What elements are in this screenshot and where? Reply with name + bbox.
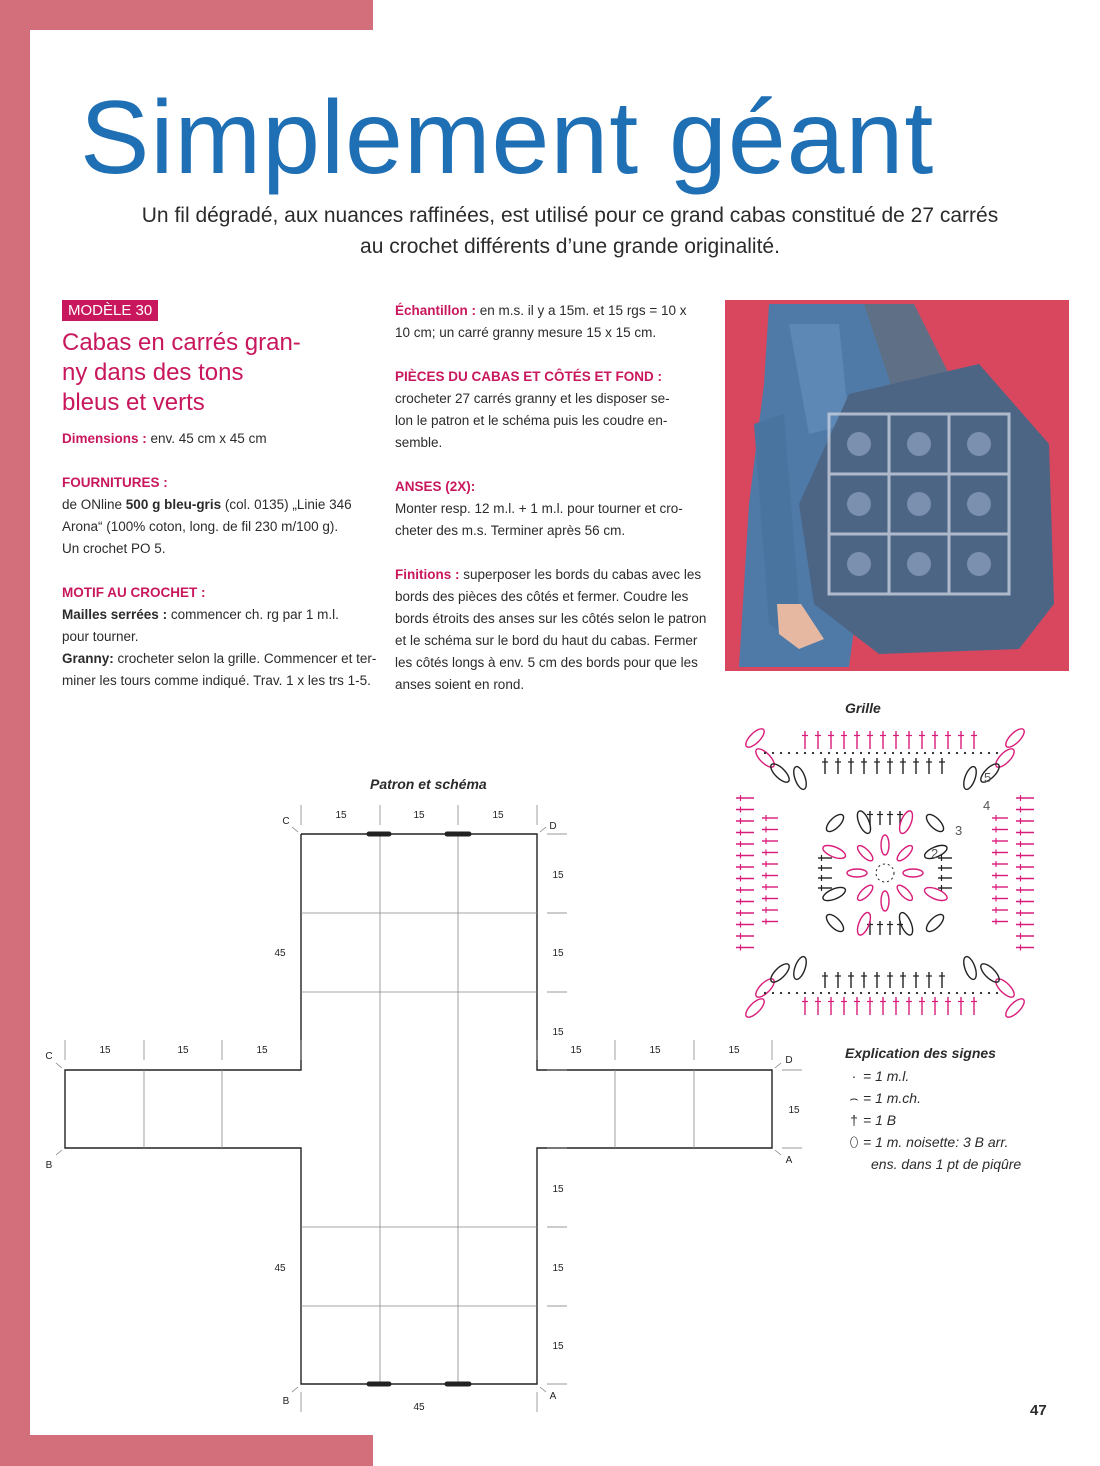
grille-caption: Grille	[845, 700, 881, 716]
page-title: Simplement géant	[80, 80, 935, 196]
corner-c-left: C	[45, 1051, 53, 1062]
mailles-line-2: pour tourner.	[62, 629, 139, 644]
dim-right-lower-2: 15	[552, 1263, 564, 1274]
fournitures-text: de ONline	[62, 497, 126, 512]
dagger-icon: †	[850, 1112, 858, 1128]
dim-left-lower: 45	[274, 1263, 286, 1274]
finitions-line-6: anses soient en rond.	[395, 677, 525, 692]
echantillon-line-2: 10 cm; un carré granny mesure 15 x 15 cm.	[395, 325, 657, 340]
oval-icon: ⬯	[849, 1134, 859, 1150]
subtitle-line-1: Un fil dégradé, aux nuances raffinées, est utilisé pour ce grand cabas constitué de 27 carrés	[141, 204, 999, 227]
dim-right-upper-1: 15	[552, 870, 564, 881]
dim-right-wing-3: 15	[728, 1045, 740, 1056]
heading-line-3: bleus et verts	[62, 389, 205, 416]
arc-icon: ⌢	[849, 1090, 859, 1106]
round-label-2: 2	[931, 846, 939, 861]
corner-c-top: C	[282, 816, 290, 827]
legend-noisette-1: = 1 m. noisette: 3 B arr.	[863, 1134, 1009, 1150]
corner-d-right: D	[785, 1055, 793, 1066]
dim-right-lower-3: 15	[552, 1341, 564, 1352]
motif-label: MOTIF AU CROCHET :	[62, 585, 206, 600]
dim-right-wing-1: 15	[570, 1045, 582, 1056]
dim-left-wing-2: 15	[177, 1045, 189, 1056]
corner-b-left: B	[45, 1160, 53, 1171]
round-label-3: 3	[955, 823, 963, 838]
granny-label: Granny:	[62, 651, 114, 666]
dimensions-label: Dimensions :	[62, 431, 147, 446]
finitions-line-3: bords étroits des anses sur les côtés selon le patron	[395, 611, 707, 626]
legend-mch: = 1 m.ch.	[863, 1090, 921, 1106]
dim-top-2: 15	[413, 810, 425, 821]
granny-line-2: miner les tours comme indiqué. Trav. 1 x les trs 1-5.	[62, 673, 371, 688]
dim-right-wing-height: 15	[788, 1105, 800, 1116]
echantillon-text: en m.s. il y a 15m. et 15 rgs = 10 x	[476, 303, 687, 318]
finitions-line-4: et le schéma sur le bord du haut du cabas. Fermer	[395, 633, 698, 648]
finitions-line-5: les côtés longs à env. 5 cm des bords pour que les	[395, 655, 698, 670]
heading-line-1: Cabas en carrés gran-	[62, 329, 301, 356]
corner-a-right: A	[785, 1155, 793, 1166]
pieces-line-3: semble.	[395, 435, 443, 450]
granny-text: crocheter selon la grille. Commencer et ter-	[113, 651, 377, 666]
round-label-4: 4	[983, 798, 991, 813]
legend-ml: = 1 m.l.	[863, 1068, 910, 1084]
anses-line-2: cheter des m.s. Terminer après 56 cm.	[395, 523, 626, 538]
dim-right-lower-1: 15	[552, 1184, 564, 1195]
dim-top-3: 15	[492, 810, 504, 821]
corner-a-bottom: A	[549, 1391, 557, 1402]
fournitures-label: FOURNITURES :	[62, 475, 168, 490]
dot-icon: ·	[851, 1068, 857, 1084]
patron-caption: Patron et schéma	[370, 776, 487, 792]
pieces-line-1: crocheter 27 carrés granny et les disposer se-	[395, 391, 670, 406]
anses-label: ANSES (2X):	[395, 479, 476, 494]
mailles-label: Mailles serrées :	[62, 607, 168, 622]
legend-row-noisette-2: ens. dans 1 pt de piqûre	[871, 1156, 1022, 1172]
anses-line-1: Monter resp. 12 m.l. + 1 m.l. pour tourner et cro-	[395, 501, 683, 516]
subtitle-line-2: au crochet différents d’une grande originalité.	[360, 235, 780, 258]
dim-right-upper-2: 15	[552, 948, 564, 959]
dim-left-wing-3: 15	[256, 1045, 268, 1056]
dim-left-wing-1: 15	[99, 1045, 111, 1056]
dim-left-upper: 45	[274, 948, 286, 959]
modele-badge: MODÈLE 30	[62, 300, 158, 321]
fournitures-line-2: Arona“ (100% coton, long. de fil 230 m/100 g).	[62, 519, 339, 534]
round-label-5: 5	[984, 770, 992, 785]
fournitures-line-3: Un crochet PO 5.	[62, 541, 166, 556]
finitions-line-2: bords des pièces des côtés et fermer. Coudre les	[395, 589, 689, 604]
legend-b: = 1 B	[863, 1112, 897, 1128]
dim-top-1: 15	[335, 810, 347, 821]
page-number: 47	[1030, 1402, 1047, 1419]
echantillon-label: Échantillon :	[395, 303, 476, 318]
finitions-text: superposer les bords du cabas avec les	[459, 567, 702, 582]
corner-d-top: D	[549, 821, 557, 832]
pieces-label: PIÈCES DU CABAS ET CÔTÉS ET FOND :	[395, 369, 663, 384]
dim-right-wing-2: 15	[649, 1045, 661, 1056]
dim-right-upper-3: 15	[552, 1027, 564, 1038]
heading-line-2: ny dans des tons	[62, 359, 244, 386]
fournitures-text: (col. 0135) „Linie 346	[221, 497, 352, 512]
dim-bottom: 45	[413, 1402, 425, 1413]
fournitures-bold: 500 g bleu-gris	[125, 497, 222, 512]
mailles-text: commencer ch. rg par 1 m.l.	[167, 607, 339, 622]
legend-title: Explication des signes	[845, 1045, 996, 1061]
finitions-label: Finitions :	[395, 567, 460, 582]
corner-b-bottom: B	[282, 1396, 290, 1407]
pieces-line-2: lon le patron et le schéma puis les coudre en-	[395, 413, 668, 428]
dimensions-value: env. 45 cm x 45 cm	[146, 431, 267, 446]
